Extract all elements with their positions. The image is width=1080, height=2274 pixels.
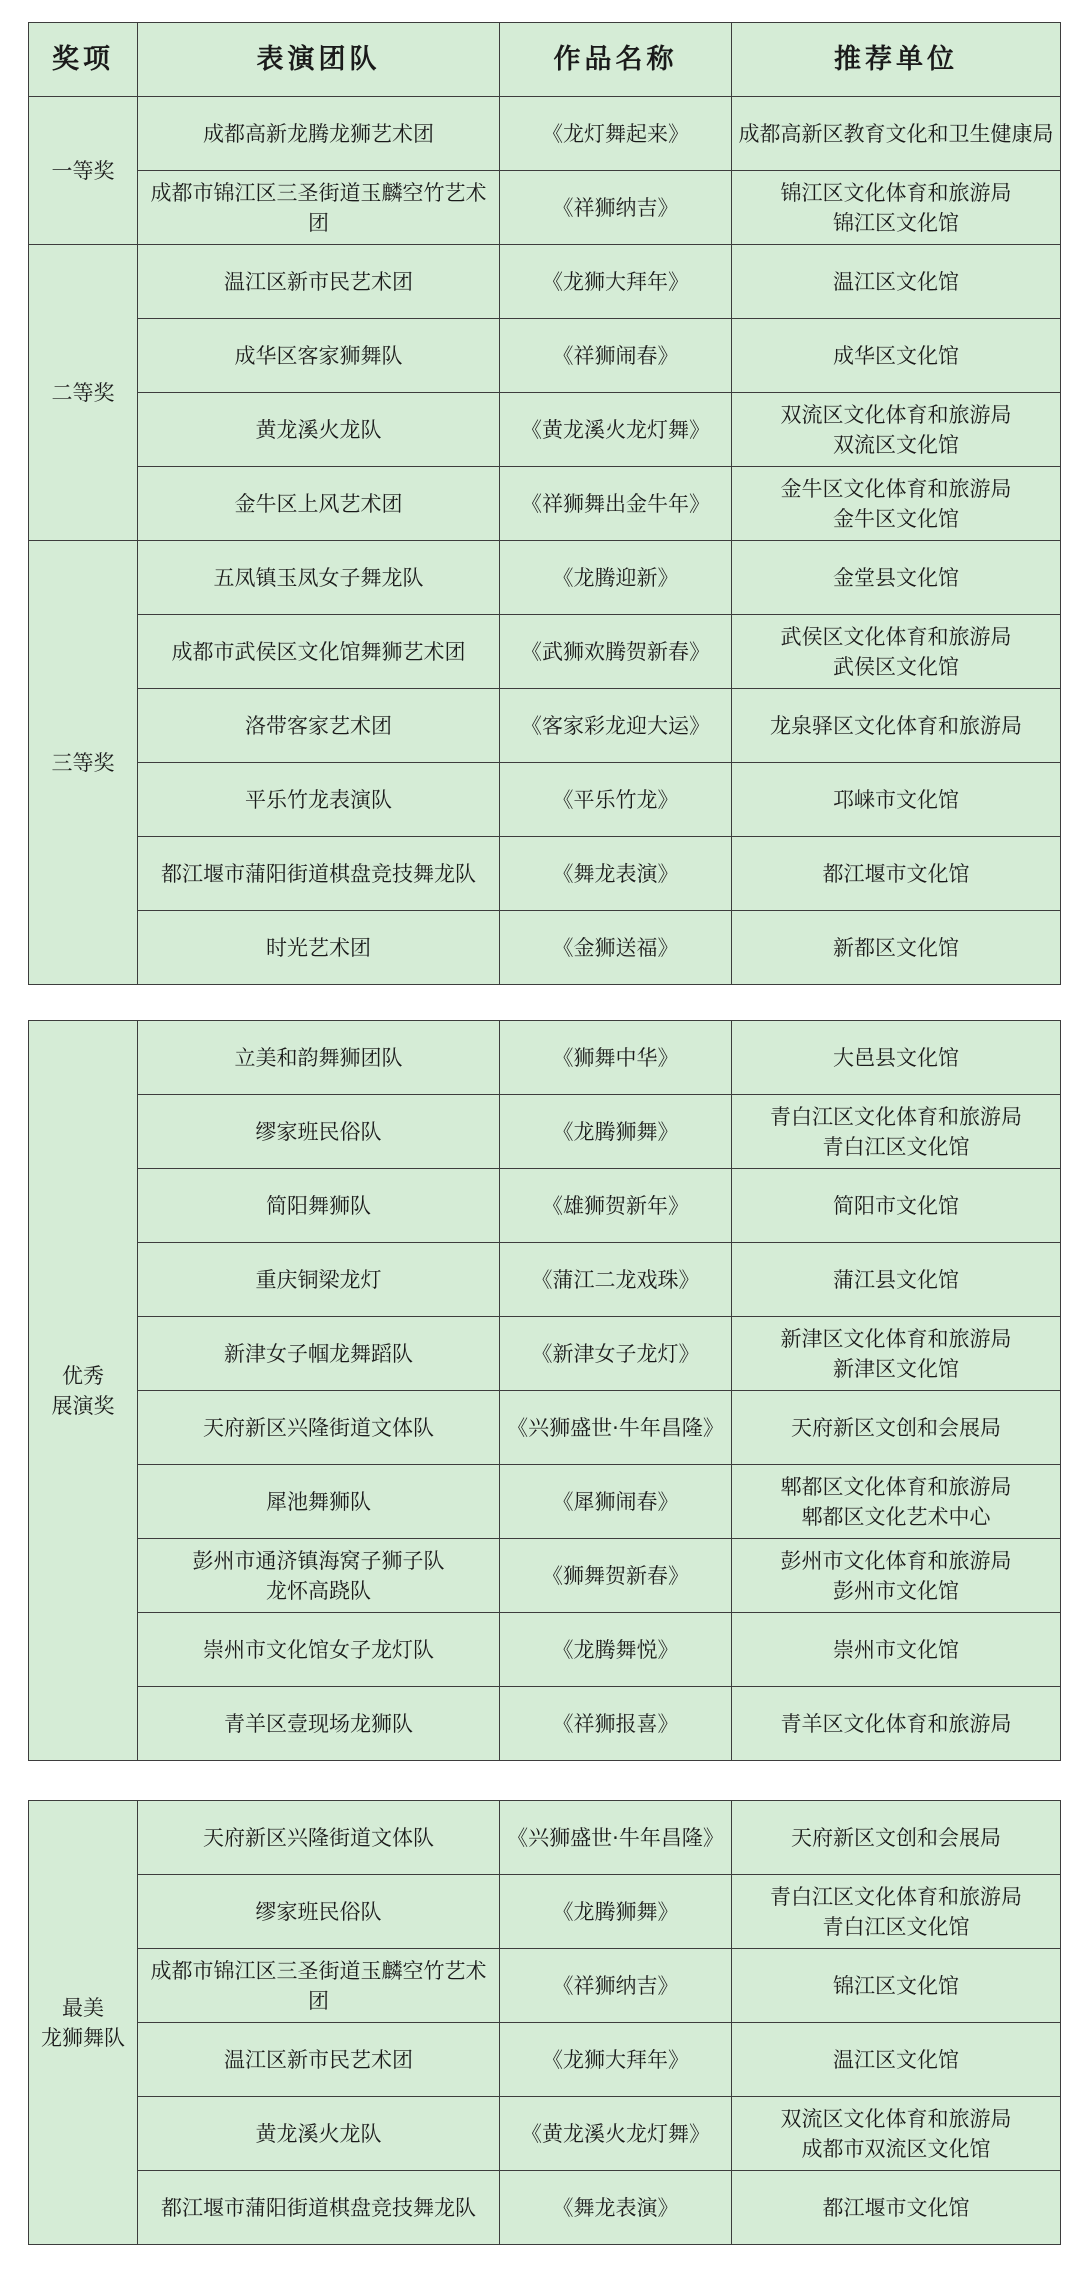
table-row bbox=[29, 171, 1061, 245]
unit-cell bbox=[732, 911, 1061, 985]
team-cell bbox=[138, 1801, 500, 1875]
team-cell: 五凤镇玉凤女子舞龙队 bbox=[138, 541, 500, 615]
unit-line: 温江区文化馆 bbox=[833, 2047, 959, 2072]
table-row bbox=[29, 615, 1061, 689]
unit-line: 金牛区文化体育和旅游局 bbox=[780, 476, 1012, 501]
header-row bbox=[29, 23, 1061, 97]
unit-line: 锦江区文化馆 bbox=[833, 1973, 959, 1998]
award-cell-third: 三等奖 bbox=[29, 541, 138, 985]
unit-cell bbox=[732, 541, 1061, 615]
team-line: 天府新区兴隆街道文体队 bbox=[203, 1415, 434, 1440]
header-work: 作品名称 bbox=[500, 23, 732, 97]
unit-line: 邛崃市文化馆 bbox=[833, 787, 959, 812]
team-line: 重庆铜梁龙灯 bbox=[255, 1267, 382, 1292]
work-cell: 《新津女子龙灯》 bbox=[500, 1317, 732, 1391]
unit-line: 青白江区文化体育和旅游局 bbox=[770, 1104, 1022, 1129]
unit-line: 彭州市文化馆 bbox=[833, 1578, 959, 1603]
table-row bbox=[29, 245, 1061, 319]
unit-line: 青羊区文化体育和旅游局 bbox=[780, 1711, 1012, 1736]
work-cell: 《龙灯舞起来》 bbox=[500, 97, 732, 171]
award-line: 优秀 bbox=[62, 1363, 104, 1388]
unit-line: 天府新区文创和会展局 bbox=[791, 1415, 1001, 1440]
work-cell: 《龙腾舞悦》 bbox=[500, 1613, 732, 1687]
team-cell: 成都市武侯区文化馆舞狮艺术团 bbox=[138, 615, 500, 689]
unit-cell bbox=[732, 1875, 1061, 1949]
unit-line: 双流区文化体育和旅游局 bbox=[780, 402, 1012, 427]
team-cell bbox=[138, 1021, 500, 1095]
unit-line: 武侯区文化体育和旅游局 bbox=[780, 624, 1012, 649]
unit-line: 都江堰市文化馆 bbox=[822, 2195, 970, 2220]
unit-line: 郫都区文化艺术中心 bbox=[801, 1504, 991, 1529]
award-cell-first: 一等奖 bbox=[29, 97, 138, 245]
unit-line: 温江区文化馆 bbox=[833, 269, 959, 294]
unit-line: 彭州市文化体育和旅游局 bbox=[780, 1548, 1012, 1573]
award-line: 展演奖 bbox=[51, 1393, 115, 1418]
table-row bbox=[29, 689, 1061, 763]
team-cell: 成华区客家狮舞队 bbox=[138, 319, 500, 393]
table-row bbox=[29, 1243, 1061, 1317]
team-cell bbox=[138, 1243, 500, 1317]
team-line: 彭州市通济镇海窝子狮子队 bbox=[192, 1548, 445, 1573]
unit-cell bbox=[732, 1391, 1061, 1465]
unit-line: 武侯区文化馆 bbox=[833, 654, 959, 679]
table-row bbox=[29, 763, 1061, 837]
unit-line: 蒲江县文化馆 bbox=[833, 1267, 959, 1292]
work-cell: 《祥狮舞出金牛年》 bbox=[500, 467, 732, 541]
awards-table-excellent bbox=[28, 1020, 1061, 1761]
unit-cell bbox=[732, 1949, 1061, 2023]
unit-line: 双流区文化体育和旅游局 bbox=[780, 2106, 1012, 2131]
work-cell: 《狮舞中华》 bbox=[500, 1021, 732, 1095]
unit-cell bbox=[732, 97, 1061, 171]
team-cell bbox=[138, 1687, 500, 1761]
team-line: 新津女子帼龙舞蹈队 bbox=[224, 1341, 413, 1366]
work-cell: 《蒲江二龙戏珠》 bbox=[500, 1243, 732, 1317]
table-row bbox=[29, 1613, 1061, 1687]
work-cell: 《兴狮盛世·牛年昌隆》 bbox=[500, 1801, 732, 1875]
team-cell: 成都市锦江区三圣街道玉麟空竹艺术团 bbox=[138, 171, 500, 245]
table-row bbox=[29, 97, 1061, 171]
table-row bbox=[29, 1095, 1061, 1169]
award-cell-second: 二等奖 bbox=[29, 245, 138, 541]
team-cell: 洛带客家艺术团 bbox=[138, 689, 500, 763]
unit-cell bbox=[732, 1465, 1061, 1539]
work-cell: 《雄狮贺新年》 bbox=[500, 1169, 732, 1243]
unit-cell bbox=[732, 2171, 1061, 2245]
work-cell: 《平乐竹龙》 bbox=[500, 763, 732, 837]
unit-cell bbox=[732, 245, 1061, 319]
unit-line: 锦江区文化体育和旅游局 bbox=[780, 180, 1012, 205]
unit-cell bbox=[732, 1095, 1061, 1169]
table-row bbox=[29, 1317, 1061, 1391]
unit-cell bbox=[732, 1317, 1061, 1391]
work-cell: 《武狮欢腾贺新春》 bbox=[500, 615, 732, 689]
table-row bbox=[29, 1801, 1061, 1875]
unit-cell bbox=[732, 1539, 1061, 1613]
team-cell: 成都高新龙腾龙狮艺术团 bbox=[138, 97, 500, 171]
team-line: 龙怀高跷队 bbox=[266, 1578, 371, 1603]
unit-line: 青白江区文化馆 bbox=[822, 1134, 970, 1159]
work-cell: 《黄龙溪火龙灯舞》 bbox=[500, 393, 732, 467]
unit-cell bbox=[732, 763, 1061, 837]
unit-line: 新津区文化馆 bbox=[833, 1356, 959, 1381]
team-cell bbox=[138, 1391, 500, 1465]
unit-line: 天府新区文创和会展局 bbox=[791, 1825, 1001, 1850]
team-cell bbox=[138, 1169, 500, 1243]
team-cell bbox=[138, 1613, 500, 1687]
table-row bbox=[29, 1687, 1061, 1761]
unit-cell bbox=[732, 837, 1061, 911]
table-row bbox=[29, 319, 1061, 393]
work-cell: 《狮舞贺新春》 bbox=[500, 1539, 732, 1613]
header-team: 表演团队 bbox=[138, 23, 500, 97]
unit-line: 金堂县文化馆 bbox=[833, 565, 959, 590]
unit-line: 大邑县文化馆 bbox=[833, 1045, 959, 1070]
unit-cell bbox=[732, 2097, 1061, 2171]
team-cell bbox=[138, 1875, 500, 1949]
unit-cell bbox=[732, 1687, 1061, 1761]
work-cell: 《龙腾狮舞》 bbox=[500, 1095, 732, 1169]
table-row bbox=[29, 1465, 1061, 1539]
award-line: 最美 bbox=[62, 1995, 104, 2020]
work-cell: 《舞龙表演》 bbox=[500, 837, 732, 911]
team-line: 犀池舞狮队 bbox=[266, 1489, 371, 1514]
unit-line: 新津区文化体育和旅游局 bbox=[780, 1326, 1012, 1351]
awards-table-main bbox=[28, 22, 1061, 985]
unit-line: 简阳市文化馆 bbox=[833, 1193, 959, 1218]
table-row bbox=[29, 393, 1061, 467]
team-cell bbox=[138, 1539, 500, 1613]
work-cell: 《金狮送福》 bbox=[500, 911, 732, 985]
team-cell bbox=[138, 2023, 500, 2097]
team-line: 缪家班民俗队 bbox=[255, 1119, 382, 1144]
unit-line: 成都市双流区文化馆 bbox=[801, 2136, 991, 2161]
team-cell bbox=[138, 1465, 500, 1539]
table-row bbox=[29, 467, 1061, 541]
work-cell: 《龙狮大拜年》 bbox=[500, 245, 732, 319]
team-line: 成都市锦江区三圣街道玉麟空竹艺术团 bbox=[150, 1958, 487, 2013]
unit-cell bbox=[732, 171, 1061, 245]
unit-line: 成都高新区教育文化和卫生健康局 bbox=[738, 121, 1054, 146]
unit-line: 青白江区文化体育和旅游局 bbox=[770, 1884, 1022, 1909]
award-cell-excellent bbox=[29, 1021, 138, 1761]
unit-line: 都江堰市文化馆 bbox=[822, 861, 970, 886]
unit-cell bbox=[732, 1243, 1061, 1317]
team-line: 青羊区壹现场龙狮队 bbox=[224, 1711, 413, 1736]
team-cell bbox=[138, 1095, 500, 1169]
team-cell: 黄龙溪火龙队 bbox=[138, 393, 500, 467]
team-cell bbox=[138, 1949, 500, 2023]
unit-line: 郫都区文化体育和旅游局 bbox=[780, 1474, 1012, 1499]
awards-table-best bbox=[28, 1800, 1061, 2245]
table-row bbox=[29, 2097, 1061, 2171]
unit-cell bbox=[732, 1801, 1061, 1875]
unit-cell bbox=[732, 467, 1061, 541]
team-line: 崇州市文化馆女子龙灯队 bbox=[203, 1637, 434, 1662]
work-cell: 《龙腾狮舞》 bbox=[500, 1875, 732, 1949]
work-cell: 《龙腾迎新》 bbox=[500, 541, 732, 615]
work-cell: 《祥狮报喜》 bbox=[500, 1687, 732, 1761]
team-line: 黄龙溪火龙队 bbox=[255, 2121, 382, 2146]
work-cell: 《祥狮纳吉》 bbox=[500, 1949, 732, 2023]
work-cell: 《黄龙溪火龙灯舞》 bbox=[500, 2097, 732, 2171]
table-row bbox=[29, 2023, 1061, 2097]
table-row bbox=[29, 911, 1061, 985]
unit-line: 新都区文化馆 bbox=[833, 935, 959, 960]
unit-line: 青白江区文化馆 bbox=[822, 1914, 970, 1939]
award-line: 龙狮舞队 bbox=[41, 2025, 125, 2050]
team-line: 缪家班民俗队 bbox=[255, 1899, 382, 1924]
team-cell bbox=[138, 2171, 500, 2245]
unit-cell bbox=[732, 689, 1061, 763]
table-row bbox=[29, 1169, 1061, 1243]
team-line: 都江堰市蒲阳街道棋盘竞技舞龙队 bbox=[161, 2195, 476, 2220]
unit-line: 崇州市文化馆 bbox=[833, 1637, 959, 1662]
unit-cell bbox=[732, 393, 1061, 467]
team-line: 简阳舞狮队 bbox=[266, 1193, 371, 1218]
unit-line: 双流区文化馆 bbox=[833, 432, 959, 457]
table-row bbox=[29, 541, 1061, 615]
award-cell-best bbox=[29, 1801, 138, 2245]
table-row bbox=[29, 1539, 1061, 1613]
team-cell: 都江堰市蒲阳街道棋盘竞技舞龙队 bbox=[138, 837, 500, 911]
unit-line: 金牛区文化馆 bbox=[833, 506, 959, 531]
unit-cell bbox=[732, 319, 1061, 393]
work-cell: 《龙狮大拜年》 bbox=[500, 2023, 732, 2097]
team-cell: 时光艺术团 bbox=[138, 911, 500, 985]
table-row bbox=[29, 2171, 1061, 2245]
work-cell: 《兴狮盛世·牛年昌隆》 bbox=[500, 1391, 732, 1465]
unit-cell bbox=[732, 1021, 1061, 1095]
unit-line: 锦江区文化馆 bbox=[833, 210, 959, 235]
team-cell bbox=[138, 2097, 500, 2171]
work-cell: 《祥狮纳吉》 bbox=[500, 171, 732, 245]
unit-cell bbox=[732, 2023, 1061, 2097]
table-row bbox=[29, 1021, 1061, 1095]
work-cell: 《客家彩龙迎大运》 bbox=[500, 689, 732, 763]
unit-line: 成华区文化馆 bbox=[833, 343, 959, 368]
table-row bbox=[29, 837, 1061, 911]
table-row bbox=[29, 1875, 1061, 1949]
work-cell: 《祥狮闹春》 bbox=[500, 319, 732, 393]
header-unit: 推荐单位 bbox=[732, 23, 1061, 97]
unit-line: 龙泉驿区文化体育和旅游局 bbox=[770, 713, 1022, 738]
header-award: 奖项 bbox=[29, 23, 138, 97]
team-cell: 金牛区上风艺术团 bbox=[138, 467, 500, 541]
table-row bbox=[29, 1949, 1061, 2023]
unit-cell bbox=[732, 1613, 1061, 1687]
work-cell: 《舞龙表演》 bbox=[500, 2171, 732, 2245]
table-row bbox=[29, 1391, 1061, 1465]
team-line: 天府新区兴隆街道文体队 bbox=[203, 1825, 434, 1850]
work-cell: 《犀狮闹春》 bbox=[500, 1465, 732, 1539]
team-cell bbox=[138, 1317, 500, 1391]
unit-cell bbox=[732, 1169, 1061, 1243]
team-line: 温江区新市民艺术团 bbox=[224, 2047, 413, 2072]
unit-cell bbox=[732, 615, 1061, 689]
team-cell: 平乐竹龙表演队 bbox=[138, 763, 500, 837]
team-line: 立美和韵舞狮团队 bbox=[234, 1045, 403, 1070]
team-cell: 温江区新市民艺术团 bbox=[138, 245, 500, 319]
